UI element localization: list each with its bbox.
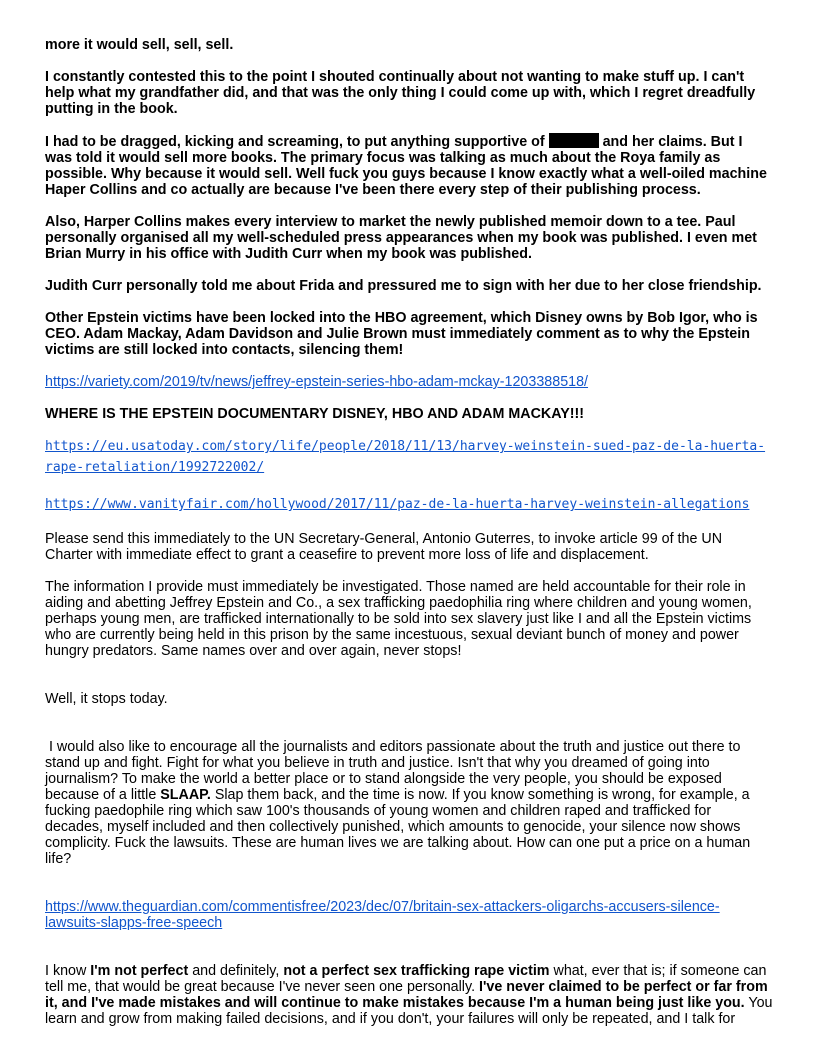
not-perfect-part-d: not a perfect sex trafficking rape victim	[283, 963, 550, 979]
paragraph-harper-collins: Also, Harper Collins makes every interview to market the newly published memoir down to a tee. Paul personally organised all my well-scheduled press appearances when my book was published. I even met Brian Murry in his office with Judith Curr when my book was published.	[45, 214, 757, 262]
link-paragraph-variety	[45, 374, 773, 390]
paragraph-investigated: The information I provide must immediately be investigated. Those named are held accountable for their role in aiding and abetting Jeffrey Epstein and Co., a sex trafficking paedophilia ring where children and young women, perhaps young men, are trafficked internationally to be sold into sex slavery just like I and all the Epstein victims who are currently being held in this prison by the same incestuous, sexual deviant bunch of money and power hungry predators. Same names over and over again, never stops!	[45, 579, 752, 659]
paragraph-contested: I constantly contested this to the point I shouted continually about not wanting to make stuff up. I can't help what my grandfather did, and that was the only thing I could come up with, which I regret dreadfully putting in the book.	[45, 69, 756, 117]
link-vanityfair[interactable]: https://www.vanityfair.com/hollywood/2017/11/paz-de-la-huerta-harvey-weinstein-allegations	[45, 497, 750, 512]
paragraph-documentary: WHERE IS THE EPSTEIN DOCUMENTARY DISNEY, HBO AND ADAM MACKAY!!!	[45, 406, 585, 422]
not-perfect-part-g: You learn and grow from making failed decisions, and if you don't, your failures will only be repeated, and I talk for	[45, 995, 773, 1027]
paragraph-sell: more it would sell, sell, sell.	[45, 37, 234, 53]
link-paragraph-vanityfair	[45, 494, 773, 515]
link-paragraph-guardian	[45, 899, 773, 931]
not-perfect-part-a: I know	[45, 963, 91, 979]
paragraph-un-secretary: Please send this immediately to the UN Secretary-General, Antonio Guterres, to invoke article 99 of the UN Charter with immediate effect to grant a ceasefire to prevent more loss of life and displacement.	[45, 531, 723, 563]
link-guardian[interactable]: https://www.theguardian.com/commentisfree/2023/dec/07/britain-sex-attackers-oligarchs-accusers-silence-lawsuits-slapps-free-speech	[45, 899, 720, 931]
not-perfect-part-f: I've never claimed to be perfect or far from it, and I've made mistakes and will continue to make mistakes because I'm a human being just like you.	[45, 979, 768, 1011]
paragraph-journalists-slaap: SLAAP.	[160, 787, 211, 803]
link-variety[interactable]: https://variety.com/2019/tv/news/jeffrey-epstein-series-hbo-adam-mckay-1203388518/	[45, 374, 589, 390]
link-paragraph-usatoday	[45, 436, 773, 478]
paragraph-journalists	[45, 739, 773, 867]
not-perfect-part-e: what, ever that is; if someone can tell me, that would be great because I've never seen one personally.	[45, 963, 767, 995]
paragraph-dragged-start: I had to be dragged, kicking and screaming, to put anything supportive of	[45, 134, 549, 150]
document-page	[45, 37, 773, 1043]
not-perfect-part-c: and definitely,	[188, 963, 284, 979]
paragraph-dragged	[45, 133, 773, 198]
paragraph-journalists-end: Slap them back, and the time is now. If you know something is wrong, for example, a fucking paedophile ring which saw 100's thousands of young women and children raped and trafficked for decades, myself included and then collectively punished, which amounts to genocide, your silence now shows complicity. Fuck the lawsuits. These are human lives we are talking about. How can one put a price on a human life?	[45, 787, 755, 867]
link-usatoday[interactable]: https://eu.usatoday.com/story/life/people/2018/11/13/harvey-weinstein-sued-paz-de-la-huerta-rape-retaliation/1992722002/	[45, 439, 766, 475]
paragraph-hbo-agreement: Other Epstein victims have been locked into the HBO agreement, which Disney owns by Bob Igor, who is CEO. Adam Mackay, Adam Davidson and Julie Brown must immediately comment as to why the Epstein victims are still locked into contacts, silencing them!	[45, 310, 758, 358]
paragraph-journalists-start: I would also like to encourage all the journalists and editors passionate about the truth and justice out there to stand up and fight. Fight for what you believe in truth and justice. Isn't that why you dreamed of going into journalism? To make the world a better place or to stand alongside the very people, you should be exposed because of a little	[45, 739, 745, 803]
redaction-box	[549, 133, 599, 148]
paragraph-not-perfect	[45, 963, 773, 1027]
not-perfect-part-b: I'm not perfect	[90, 963, 189, 979]
paragraph-dragged-end: and her claims. But I was told it would sell more books. The primary focus was talking as much about the Roya family as possible. Why because it would sell. Well fuck you guys because I know exactly what a well-oiled machine Haper Collins and co actually are because I've been there every step of their publishing process.	[45, 134, 767, 198]
paragraph-stops-today: Well, it stops today.	[45, 691, 168, 707]
paragraph-judith-curr: Judith Curr personally told me about Frida and pressured me to sign with her due to her close friendship.	[45, 278, 762, 294]
